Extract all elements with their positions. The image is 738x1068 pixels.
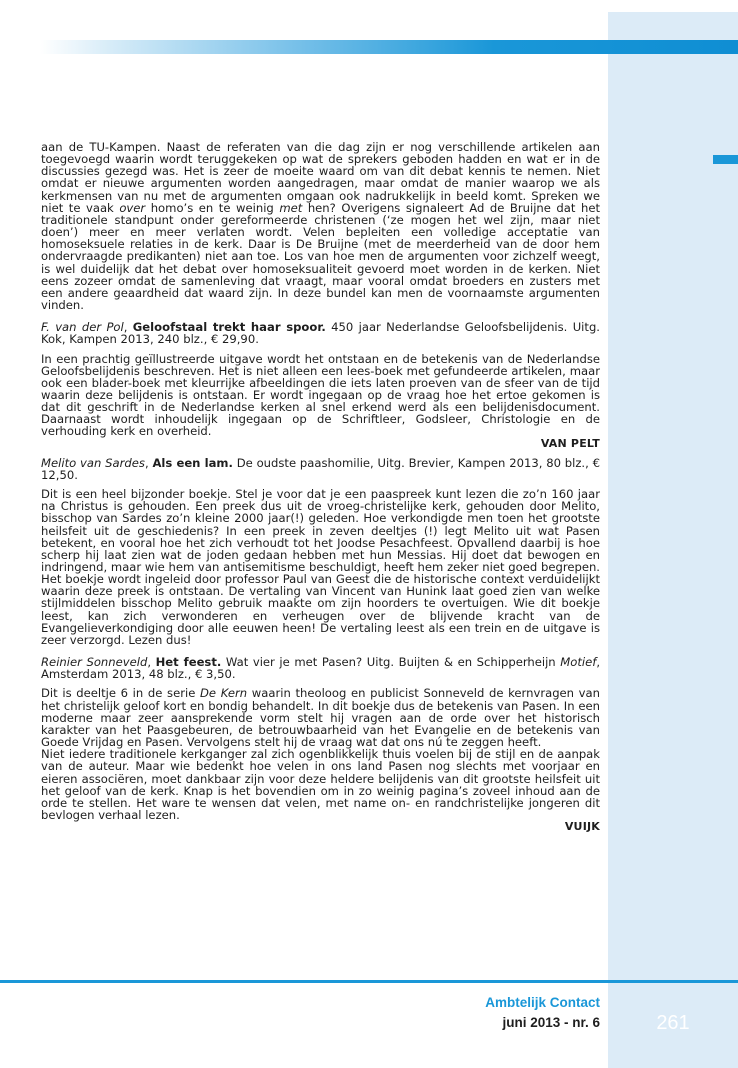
- header-gradient-bar: [40, 40, 738, 54]
- review-1-heading: F. van der Pol, Geloofstaal trekt haar spoor. 450 jaar Nederlandse Geloofsbelijdenis. Uitg. Kok, Kampen 2013, 240 blz., € 29,90.: [41, 320, 600, 347]
- issue-label: juni 2013 - nr. 6: [502, 1015, 600, 1030]
- review-3-body-2: Niet iedere traditionele kerkganger zal zich ogenblikkelijk thuis voelen bij de stijl en de aanpak van de auteur. Maar wie bedenkt hoe velen in ons land Pasen nog slechts met voorjaar en eieren associëren, moet dankbaar zijn voor deze heldere belijdenis van dit grootste heilsfeit uit het geloof van de kerk. Knap is het bovendien om in zo weinig pagina’s zoveel inhoud aan de orde te stellen. Het ware te wensen dat velen, met name on- en randchristelijke jongeren dit bevlogen verhaal lezen.: [41, 747, 600, 822]
- review-2-details: De oudste paashomilie, Uitg. Brevier, Kampen 2013, 80 blz., € 12,50.: [41, 455, 600, 482]
- review-2-body: Dit is een heel bijzonder boekje. Stel je voor dat je een paaspreek kunt lezen die zo’n 160 jaar na Christus is gehouden. Een preek dus uit de vroeg-christelijke kerk, gehouden door Melito, bisschop van Sardes zo’n kleine 2000 jaar(!) geleden. Hoe verkondigde men toen het grootste heilsfeit uit de geschiedenis? In een preek in zeven deeltjes (!) legt Melito uit wat Pasen betekent, en vooral hoe het zich verhoudt tot het Joodse Pesachfeest. Opvallend daarbij is hoe scherp hij laat zien wat de joden gedaan hebben met hun Messias. Hij doet dat bewogen en indringend, maar wie hem van antisemitisme beschuldigt, heeft hem zeker niet goed begrepen. Het boekje wordt ingeleid door professor Paul van Geest die de historische context verduidelijkt waarin deze preek is ontstaan. De vertaling van Vincent van Hunink laat goed zien van welke stijlmiddelen bisschop Melito gebruik maakte om zijn hoorders te overtuigen. Wie dit boekje leest, kan zich verwonderen en verheugen over de blijvende kracht van de Evangelieverkondiging door alle eeuwen heen! De vertaling leest als een trein en de uitgave is zeer verzorgd. Lezen dus!: [41, 487, 600, 647]
- journal-title: Ambtelijk Contact: [485, 995, 600, 1010]
- review-2-author: Melito van Sardes: [41, 455, 145, 470]
- section-marker-tab: [713, 155, 738, 164]
- review-3-author: Reinier Sonneveld: [41, 655, 148, 670]
- review-2-heading: Melito van Sardes, Als een lam. De oudste paashomilie, Uitg. Brevier, Kampen 2013, 80 blz., € 12,50.: [41, 455, 600, 482]
- page-number: 261: [656, 1012, 690, 1034]
- review-2-title: Als een lam.: [152, 455, 233, 470]
- review-1-signature: VAN PELT: [540, 436, 600, 450]
- review-1-body: In een prachtig geïllustreerde uitgave wordt het ontstaan en de betekenis van de Nederlandse Geloofsbelijdenis beschreven. Het is niet alleen een lees-boek met gefundeerde artikelen, maar ook een blader-boek met kleurrijke afbeeldingen die iets laten proeven van de sfeer van de tijd waarin deze belijdenis is ontstaan. Er wordt ingegaan op de vraag hoe het ertoe gekomen is dat dit geschrift in de Nederlandse kerken al snel erkend werd als een belijdenisdocument. Daarnaast wordt inhoudelijk ingegaan op de Schriftleer, Godsleer, Christologie en de verhouding kerk en overheid.: [41, 351, 600, 439]
- review-1-author: F. van der Pol: [41, 320, 124, 335]
- page-margin-band: [608, 12, 738, 1068]
- review-3-title: Het feest.: [155, 655, 222, 670]
- review-3-body-1: Dit is deeltje 6 in de serie De Kern waarin theoloog en publicist Sonneveld de kernvragen van het christelijk geloof kort en bondig behandelt. In dit boekje dus de betekenis van Pasen. In een moderne maar zeer aansprekende vorm stelt hij vragen aan de orde over het historisch karakter van het Paasgebeuren, de betrouwbaarheid van het Evangelie en de betekenis van Goede Vrijdag en Pasen. Vervolgens stelt hij de vraag wat dat ons nú te zeggen heeft.: [41, 686, 600, 750]
- review-1-details: 450 jaar Nederlandse Geloofsbelijdenis. Uitg. Kok, Kampen 2013, 240 blz., € 29,90.: [41, 320, 600, 347]
- footer-rule: [0, 980, 738, 983]
- review-1-title: Geloofstaal trekt haar spoor.: [132, 320, 326, 335]
- article-body: [41, 141, 600, 833]
- intro-paragraph: aan de TU-Kampen. Naast de referaten van die dag zijn er nog verschillende artikelen aan toegevoegd waarin wordt teruggekeken op wat de sprekers geboden hadden en wat er in de discussies gezegd was. Het is zeer de moeite waard om van dit debat kennis te nemen. Niet omdat er nieuwe argumenten worden aangedragen, maar omdat de manier waarop we als kerkmensen van nu met de argumenten omgaan ook nadrukkelijk in beeld komt. Spreken we niet te vaak over homo’s en te weinig met hen? Overigens signaleert Ad de Bruijne dat het traditionele standpunt onder gereformeerde christenen (‘ze mogen het wel zijn, maar niet doen’) meer en meer verlaten wordt. Velen bepleiten een volledige acceptatie van homoseksuele relaties in de kerk. Daar is De Bruijne (met de meerderheid van de door hem ondervraagde predikanten) niet aan toe. Los van hoe men de argumenten voor zichzelf weegt, is wel duidelijk dat het debat over homoseksualiteit gevoerd moet worden in de kerken. Niet eens zozeer omdat de samenleving dat vraagt, maar vooral omdat broeders en zusters met een andere geaardheid dat waard zijn. In deze bundel kan men de voornaamste argumenten vinden.: [41, 140, 600, 313]
- review-3-heading: Reinier Sonneveld, Het feest. Wat vier je met Pasen? Uitg. Buijten & en Schipperheijn Motief, Amsterdam 2013, 48 blz., € 3,50.: [41, 655, 601, 682]
- review-3-signature: VUIJK: [564, 820, 600, 834]
